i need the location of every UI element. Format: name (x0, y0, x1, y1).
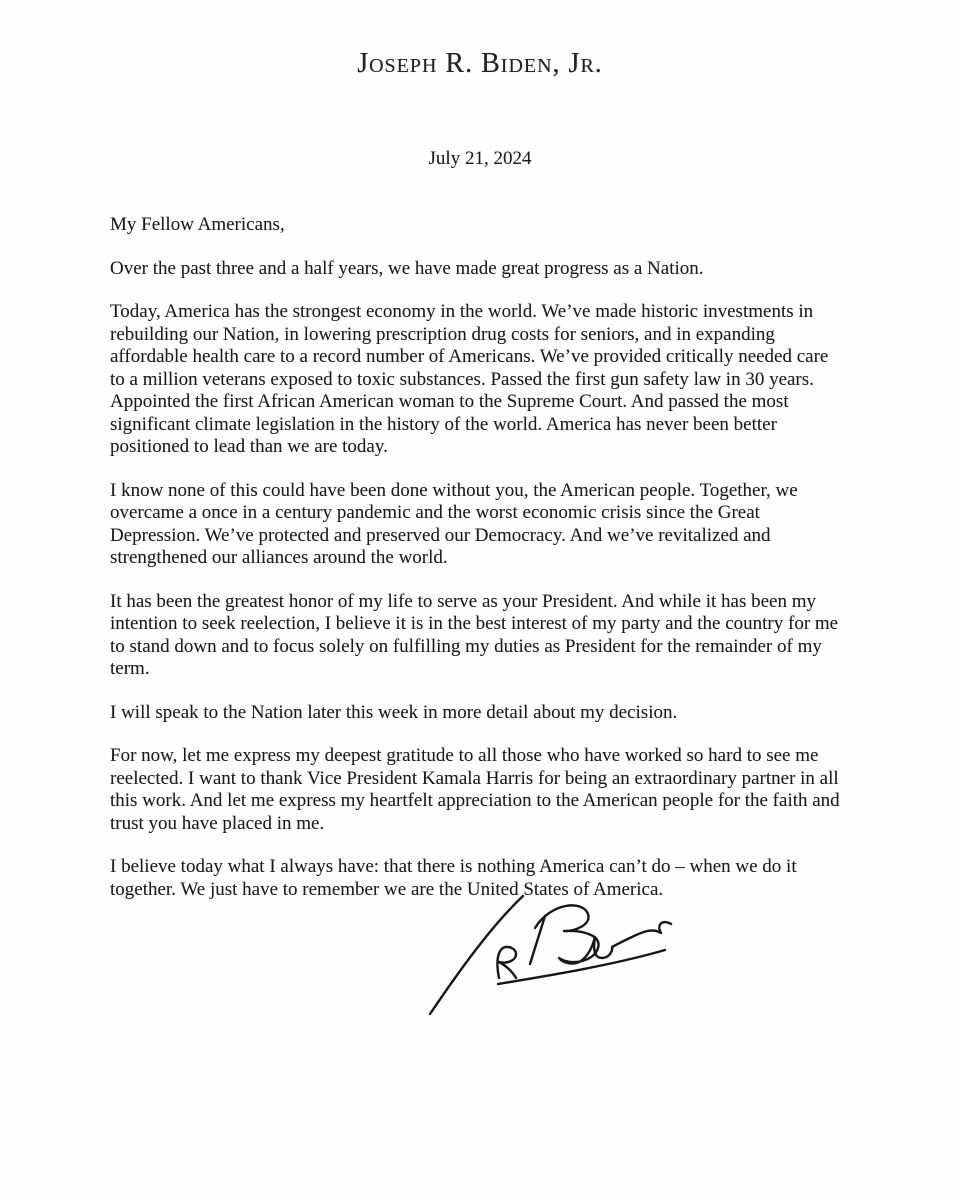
paragraph-line: positioned to lead than we are today. (110, 436, 388, 457)
paragraph (110, 480, 862, 570)
paragraph (110, 301, 862, 459)
paragraph-line: rebuilding our Nation, in lowering prescription drug costs for seniors, and in expanding (110, 323, 775, 345)
signature-joe-biden (425, 888, 690, 1023)
paragraph (110, 702, 862, 725)
letter-date: July 21, 2024 (428, 148, 532, 169)
paragraph-line: Today, America has the strongest economy in the world. We’ve made historic investments in (110, 301, 814, 322)
paragraph-line: I know none of this could have been done without you, the American people. Together, we (110, 479, 798, 501)
paragraph-line: together. We just have to remember we are the United States of America. (110, 878, 664, 900)
paragraph (110, 214, 862, 237)
paragraph-line: For now, let me express my deepest gratitude to all those who have worked so hard to see me (110, 745, 819, 766)
paragraph (110, 745, 862, 835)
paragraph-line: Over the past three and a half years, we have made great progress as a Nation. (110, 257, 704, 279)
paragraph-line: significant climate legislation in the history of the world. America has never been better (110, 413, 777, 435)
paragraph-line: I will speak to the Nation later this week in more detail about my decision. (110, 701, 678, 723)
signature-strokes (425, 888, 690, 1023)
paragraph-line: to stand down and to focus solely on fulfilling my duties as President for the remainder of my (110, 635, 822, 657)
paragraph-line: term. (110, 658, 150, 679)
paragraph-line: intention to seek reelection, I believe it is in the best interest of my party and the country for me (110, 613, 839, 634)
paragraph-line: Appointed the first African American woman to the Supreme Court. And passed the most (110, 391, 789, 412)
paragraph-line: I believe today what I always have: that there is nothing America can’t do – when we do it (110, 856, 797, 877)
paragraph-line: affordable health care to a record number of Americans. We’ve provided critically needed care (110, 346, 829, 367)
letter-body (110, 214, 862, 922)
paragraph-line: reelected. I want to thank Vice President Kamala Harris for being an extraordinary partner in all (110, 767, 839, 789)
paragraph-line: to a million veterans exposed to toxic substances. Passed the first gun safety law in 30 years. (110, 368, 814, 390)
paragraph-line: this work. And let me express my heartfelt appreciation to the American people for the faith and (110, 790, 840, 811)
paragraph-line: My Fellow Americans, (110, 214, 285, 235)
paragraph-line: strengthened our alliances around the world. (110, 547, 448, 568)
paragraph-line: Depression. We’ve protected and preserved our Democracy. And we’ve revitalized and (110, 524, 771, 546)
letterhead-name: Joseph R. Biden, Jr. (357, 48, 603, 79)
paragraph (110, 258, 862, 281)
paragraph-line: overcame a once in a century pandemic and the worst economic crisis since the Great (110, 502, 760, 523)
paragraph-line: trust you have placed in me. (110, 812, 325, 834)
paragraph (110, 591, 862, 681)
paragraph-line: It has been the greatest honor of my life to serve as your President. And while it has been my (110, 590, 816, 612)
